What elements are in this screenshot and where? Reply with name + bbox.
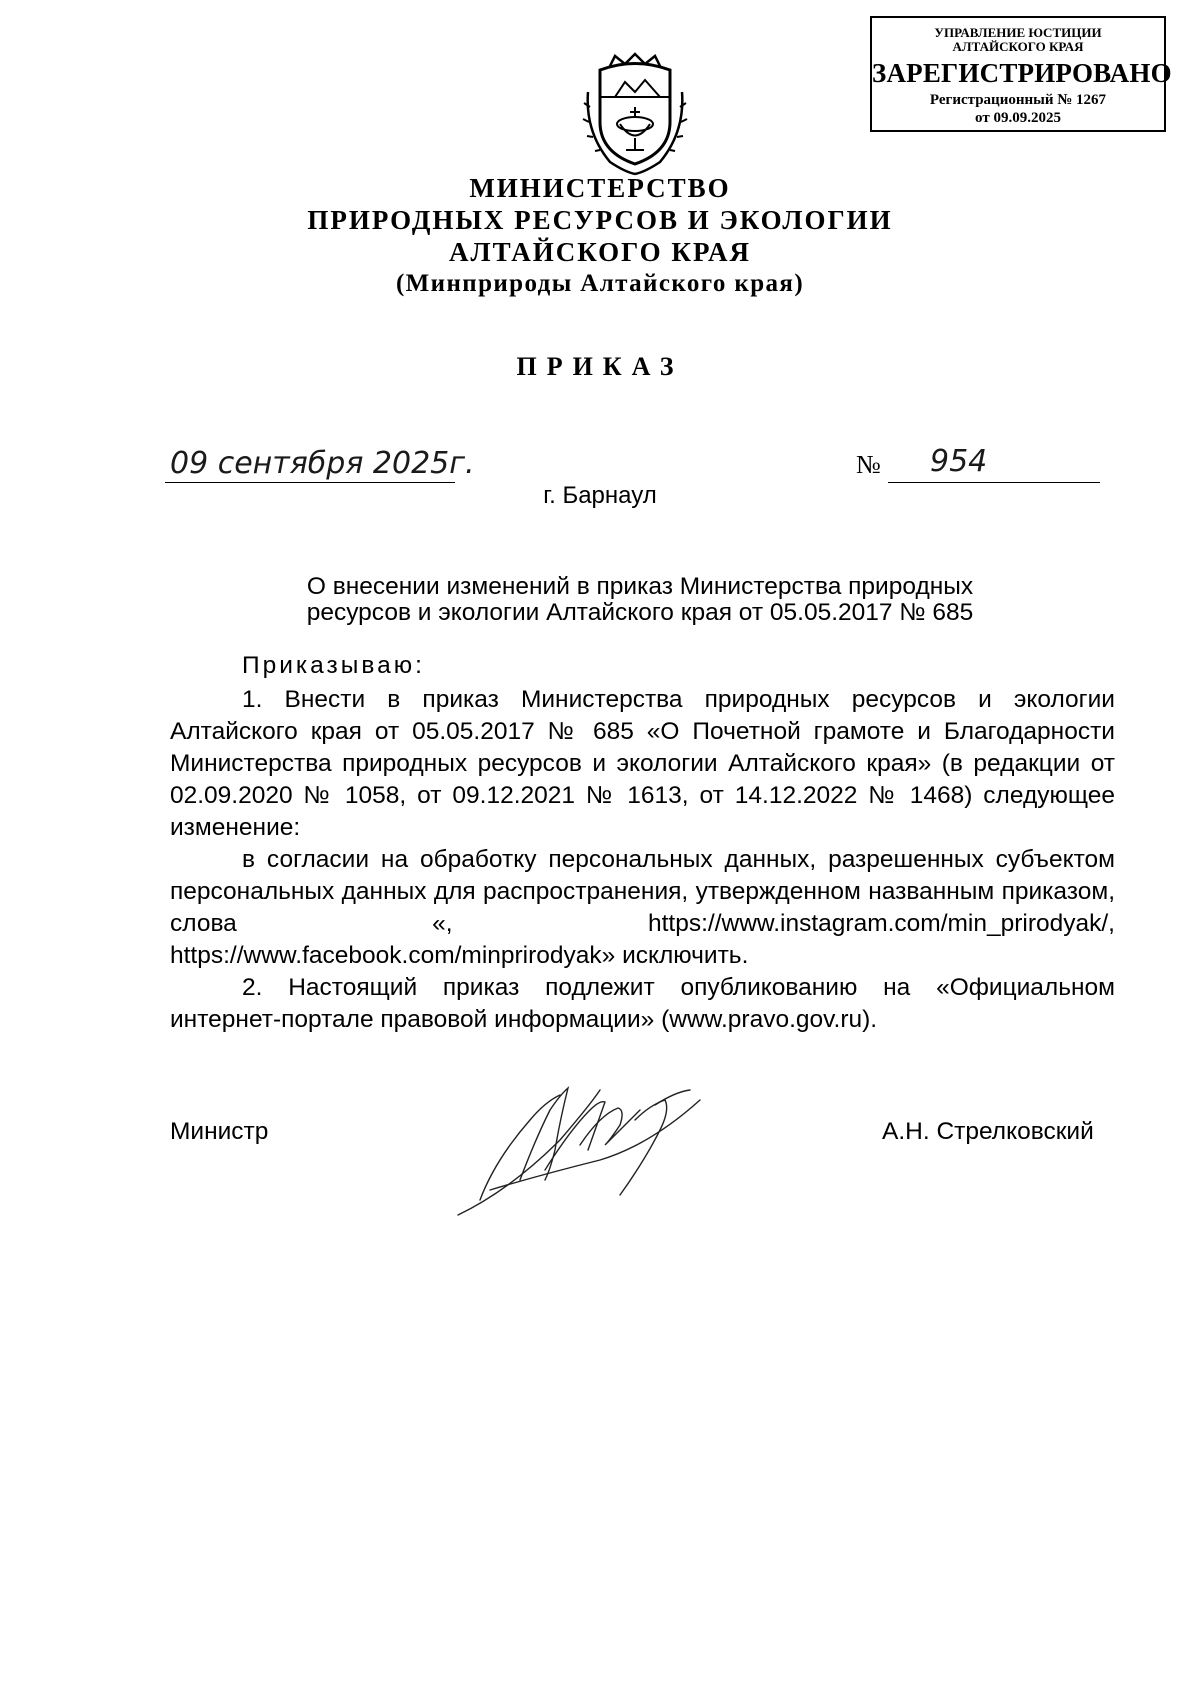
subject-line-2: ресурсов и экологии Алтайского края от 05.05.2017 № 685 [306,599,974,626]
header-line-1: МИНИСТЕРСТВО [469,173,731,203]
order-word: Приказываю: [242,652,425,679]
subject-line-1: О внесении изменений в приказ Министерства природных [306,573,974,600]
city: г. Барнаул [543,482,657,509]
stamp-reg-number: Регистрационный № 1267 [929,92,1107,108]
header-line-2: ПРИРОДНЫХ РЕСУРСОВ И ЭКОЛОГИИ [307,205,893,235]
document-type: ПРИКАЗ [516,352,684,381]
ministry-header [0,172,1200,300]
signatory-name: А.Н. Стрелковский [882,1118,1094,1145]
signatory-role: Министр [170,1118,269,1145]
paragraph-1: 1. Внести в приказ Министерства природных ресурсов и экологии Алтайского края от 05.05.2017 № 685 «О Почетной грамоте и Благодарности Министерства природных ресурсов и экологии Алтайского края» (в редакции от 02.09.2020 № 1058, от 09.12.2021 № 1613, от 14.12.2022 № 1468) следующее изменение: [170,686,1115,841]
document-body [170,684,1115,1036]
number-label: № [856,450,881,479]
header-line-3: АЛТАЙСКОГО КРАЯ [448,237,752,267]
registration-stamp [870,16,1172,132]
stamp-organization: УПРАВЛЕНИЕ ЮСТИЦИИ АЛТАЙСКОГО КРАЯ [934,25,1102,54]
paragraph-3: 2. Настоящий приказ подлежит опубликованию на «Официальном интернет-портале правовой информации» (www.pravo.gov.ru). [170,974,1115,1033]
stamp-reg-date: от 09.09.2025 [975,110,1061,126]
coat-of-arms-emblem [580,52,690,177]
paragraph-2: в согласии на обработку персональных данных, разрешенных субъектом персональных данных для распространения, утвержденном названным приказом, слова «, https://www.instagram.com/min_prirodyak/, https://www.facebook.com/minprirodyak» исключить. [170,846,1115,969]
stamp-status: ЗАРЕГИСТРИРОВАНО [872,58,1172,88]
header-short-name: (Минприроды Алтайского края) [395,270,805,297]
handwritten-date: 09 сентября 2025г. [170,446,475,481]
handwritten-number: 954 [930,444,988,479]
document-subject [270,574,1010,626]
handwritten-signature [450,1080,720,1220]
